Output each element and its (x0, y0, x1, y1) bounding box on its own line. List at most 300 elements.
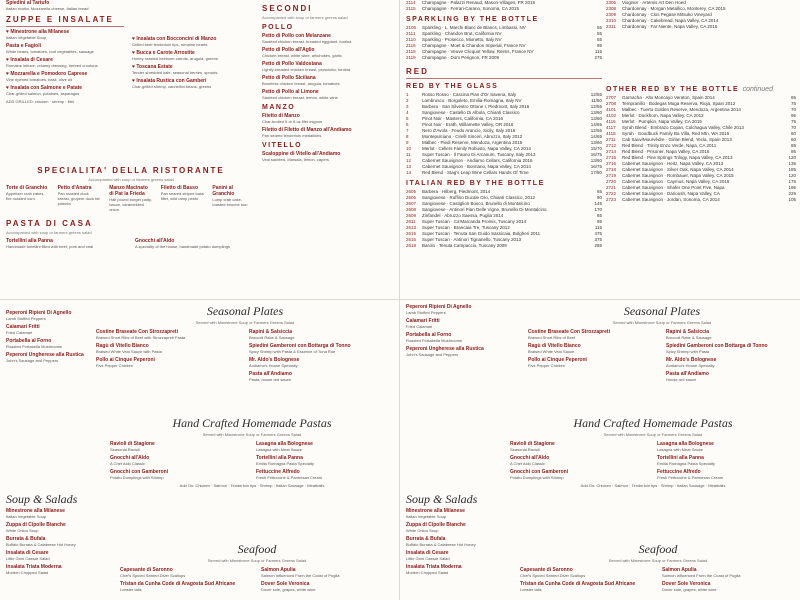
wine-bin-number: 2308 (606, 6, 617, 11)
item-name: Burrata & Bufala (6, 536, 46, 542)
item-desc: Fresh Fettuccine & Parmesan Cream (256, 475, 323, 480)
wine-price: 90 (596, 195, 602, 200)
wine-price: 185 (788, 167, 796, 172)
item-desc: Pan roasted duck breast, gruyere duck fat polenta (57, 191, 100, 206)
seasonal-block (96, 300, 394, 385)
section-subtitle: Served with Minestrone Soup or Farmers Greens Salad (195, 320, 295, 325)
item-name: Gnocchi all'Aldo (110, 455, 150, 461)
item-list (666, 329, 796, 385)
wine-price: 115 (594, 49, 602, 54)
wine-bin-number: 2608 (406, 207, 417, 212)
item-name: Pasta all'Andiamo (249, 371, 292, 377)
spacer (606, 30, 796, 82)
item-desc: John's Sausage and Peppers (6, 358, 59, 363)
menu-item (6, 185, 50, 212)
item-desc: Salmon Influenced From the Coast of Puglia (662, 573, 741, 578)
item-name: Panini al Granchio (212, 185, 235, 197)
item-desc: Lobster tails (120, 587, 142, 592)
item-name: Pollo ai Cinque Peperoni (96, 357, 155, 363)
item-list (262, 33, 392, 100)
item-desc: Lightly breaded chicken breast, prosciutto, fontina (262, 67, 351, 72)
item-list (406, 508, 506, 575)
menu-item (520, 567, 654, 578)
menu-item (406, 332, 524, 343)
menu-item (262, 89, 392, 100)
item-desc: Salmon Influenced From the Coast of Puglia (261, 573, 340, 578)
wine-price: 55 (596, 25, 602, 30)
section-title-manzo: MANZO (262, 104, 296, 111)
item-desc: Emilia Romagna Pasta Specialty (256, 461, 315, 466)
menu-item (657, 455, 796, 466)
item-desc: Vine ripened tomatoes, basil, olive oil (6, 77, 72, 82)
item-name: Tortellini alla Panna (657, 455, 704, 461)
wine-price: 120 (788, 173, 796, 178)
item-name: Zuppa di Cipolle Bianche (6, 522, 66, 528)
wine-price: 95 (790, 113, 796, 118)
wine-bin-number: 9 (406, 140, 409, 145)
wine-name: Cabernet Sauvignon · Andiamo Cellars, California 2016 (422, 158, 533, 163)
wine-bin-number: 2311 (606, 24, 616, 29)
item-desc: White Onion Soup (406, 528, 439, 533)
item-desc: Pan seared tenderloin medallions (262, 133, 322, 138)
section-title-zuppe: ZUPPE E INSALATE (6, 15, 114, 24)
menu-item (666, 329, 796, 340)
menu-item (132, 78, 250, 89)
wine-name: Sangiovese · Castiglion Bosco, Brunello di Montalcino (422, 201, 530, 206)
item-name: Gnocchi con Gamberoni (110, 469, 169, 475)
wine-bin-number: 2611 (406, 219, 416, 224)
item-desc: Five Pepper Chicken (528, 363, 566, 368)
item-desc: Half pound burger patty, bacon, caramelized onion (109, 197, 152, 212)
wine-name: Cabernet Sauvignon · Bonnano, Napa Valley, CA 2014 (422, 164, 531, 169)
menu-item (510, 455, 649, 466)
section-title-other-red (606, 86, 796, 93)
item-name: Insalata Triata Moderna (6, 564, 62, 570)
wine-bin-number: 2707 (606, 95, 617, 100)
wine-bin-number: 2722 (606, 191, 617, 196)
item-grid (528, 329, 796, 385)
wine-price: 55 (596, 37, 602, 42)
item-name: Salmon Apulia (261, 567, 296, 573)
wine-name: Chardonnay · Clos Pegase Mitsuko Vineyard (622, 12, 712, 17)
divider (406, 78, 602, 79)
section-title-vitello: VITELLO (262, 142, 303, 149)
menu-item (406, 550, 506, 561)
item-name: Lasagna alla Bolognese (256, 441, 313, 447)
wine-price: 12/55 (590, 104, 602, 109)
item-name: Insalata di Cesare (406, 550, 449, 556)
menu-item (6, 238, 127, 249)
item-name: Calamari Fritti (6, 324, 40, 330)
item-list (6, 310, 92, 363)
wine-bin-number: 2310 (606, 18, 617, 23)
wine-list (606, 0, 796, 30)
item-name: Peperoni Ungherese alla Rustica (6, 352, 84, 358)
column-wine-left (406, 0, 602, 249)
wine-name: Champagne · Veuve Clicquot Yellow, Reims, France NV (422, 49, 534, 54)
wine-price: 16/75 (590, 152, 602, 157)
wine-name: Merlot · Pumpkin, Napa Valley, CA 2015 (622, 119, 702, 124)
item-name: Spiedini Gamberoni con Bottarga di Tonno (249, 343, 351, 349)
wine-name: Merlot · Cellers Family Robusto, Napa Valley, CA 2014 (422, 146, 531, 151)
item-desc: Chef's Spiced Seared Diver Scallops (120, 573, 186, 578)
item-name: Filetto di Manzo (262, 113, 300, 119)
item-desc: Dover sole, grapes, white wine (662, 587, 717, 592)
wine-bin-number: 2118 (406, 49, 416, 54)
item-name: Tortellini alla Panna (6, 238, 53, 244)
seasonal-block (528, 300, 796, 385)
item-name: Gnocchi all'Aldo (135, 238, 175, 244)
wine-price: 85 (790, 143, 796, 148)
wine-bin-number: 5 (406, 116, 409, 121)
column-salads (132, 36, 250, 92)
item-list (256, 441, 394, 483)
section-title-red: RED (406, 67, 429, 76)
item-name: ♥ Insalata di Cesare (6, 57, 53, 63)
wine-name: Red Blend · Pine Springs Trilogy, Napa Valley, CA 2013 (622, 155, 733, 160)
column-zuppe (6, 0, 124, 104)
section-title-seafood: Seafood (638, 542, 678, 556)
menu-item (6, 43, 124, 54)
item-name: Dover Sole Veronica (261, 581, 310, 587)
wine-bin-number: 2615 (406, 231, 417, 236)
wine-bin-number: 2613 (406, 225, 417, 230)
wine-price: 14/65 (590, 122, 602, 127)
wine-name: Cabernet Sauvignon · Darioush, Napa Valley, CA (622, 191, 720, 196)
item-desc: Italian Vegetable Soup (6, 35, 47, 40)
item-name: Tristan da Cunha Code di Aragosta Sud Africane (520, 581, 636, 587)
menu-item (132, 64, 250, 75)
item-name: Spiedini al Tartufo (6, 0, 50, 6)
menu-item (528, 357, 658, 368)
item-desc: Modern Chopped Salad (6, 570, 49, 575)
wine-bin-number: 2718 (606, 167, 617, 172)
menu-item (120, 581, 253, 592)
menu-item (132, 36, 250, 47)
wine-name: Barbera · Hilberg, Piedmont, 2014 (422, 189, 491, 194)
wine-price: 15/70 (590, 146, 602, 151)
wine-name: Red Blend · Trinity Enzo Verde, Napa, CA 2011 (622, 143, 717, 148)
wine-name: Pinot Noir · Erath, Willamette Valley, OR 2016 (422, 122, 514, 127)
wine-name: Malbec · Piedi Reserve, Mendoza, Argentina 2015 (422, 140, 523, 145)
column-secondi (262, 0, 392, 165)
seafood-block (120, 538, 394, 595)
wine-row (606, 197, 796, 203)
menu-item (262, 127, 392, 138)
item-desc: Spicy Shrimp with Pasta & Essence of Tuna Roe (249, 349, 336, 354)
wine-name: Chardonnay · Morgan Metallico, Monterey, CA 2015 (622, 6, 726, 11)
handcrafted-block (110, 412, 394, 488)
menu-item (249, 357, 394, 368)
menu-item (6, 324, 92, 335)
item-name: Filetto di Filetto di Manzo all'Andiamo (262, 127, 352, 133)
item-name: Petto di Pollo con Melanzane (262, 33, 331, 39)
item-name: Dover Sole Veronica (662, 581, 711, 587)
item-desc: Lamb Stuffed Peppers (406, 310, 446, 315)
wine-name: Barbera · San Silvestro Ottone I, Piedmont, Italy 2016 (422, 104, 530, 109)
soups-block (406, 488, 506, 578)
menu-item (406, 564, 506, 575)
item-list (249, 329, 394, 385)
item-name: Calamari Fritti (406, 318, 440, 324)
item-desc: Buffalo Burrata & Calabrese Hot Honey (6, 542, 76, 547)
menu-item (96, 343, 241, 354)
item-list (520, 567, 654, 595)
wine-bin-number: 2606 (406, 195, 417, 200)
item-list (120, 567, 253, 595)
menu-item (666, 371, 796, 382)
menu-item (662, 581, 796, 592)
wine-bin-number: 4 (406, 110, 409, 115)
item-name: Insalata di Cesare (6, 550, 49, 556)
menu-item (528, 343, 658, 354)
menu-item (6, 508, 106, 519)
left-column (406, 304, 524, 360)
wine-name: Champagne · Palazzi Renaud, Mason-Villages, FR 2015 (422, 0, 535, 5)
wine-name: Cabernet Sauvignon · Jordan, Sonoma, CA 2014 (622, 197, 720, 202)
wine-price: 135 (788, 161, 796, 166)
item-name: ♥ Insalata con Salmone e Patate (6, 85, 83, 91)
menu-item (96, 357, 241, 368)
item-desc: Modern Chopped Salad (406, 570, 449, 575)
item-desc: Fresh Fettuccine & Parmesan Cream (657, 475, 724, 480)
section-title-seasonal: Seasonal Plates (206, 304, 284, 318)
item-name: Petto di Pollo Valdostana (262, 61, 322, 67)
section-title-specialita: SPECIALITA' DELLA RISTORANTE (37, 166, 225, 175)
menu-item (6, 310, 92, 321)
menu-item (58, 185, 102, 212)
item-desc: Spicy Shrimp with Pasta (666, 349, 710, 354)
wine-name: Merlot · Duckhorn, Napa Valley, CA 2012 (622, 113, 704, 118)
wine-price: 95 (790, 149, 796, 154)
menu-item (6, 29, 124, 40)
item-name: Scaloppine di Vitello all'Andiamo (262, 151, 341, 157)
section-title-sparkling: SPARKLING BY THE BOTTLE (406, 16, 539, 23)
item-desc: Char-broiled 5 or 8 oz filet mignon (262, 119, 323, 124)
wine-bin-number: 2708 (606, 101, 617, 106)
menu-item (249, 371, 394, 382)
item-name: Mr. Aldo's Bolognese (249, 357, 300, 363)
item-desc: Little Gem Caesar Salad (6, 556, 50, 561)
wine-name: Champagne · Ferrari-Carano, Sonoma, CA 2015 (422, 6, 520, 11)
wine-price: 11/50 (591, 98, 602, 103)
item-name: Pollo ai Cinque Peperoni (528, 357, 587, 363)
wine-row (406, 170, 602, 176)
menu-item (120, 567, 253, 578)
wine-bin-number: 2716 (606, 161, 617, 166)
item-desc: Sautéed chicken breast, lemon, white wine (262, 95, 338, 100)
section-subtitle: Served with Minestrone Soup or Farmers Greens Salad (612, 320, 712, 325)
item-desc: Italian Vegetable Soup (406, 514, 447, 519)
item-name: Capesante di Saronno (120, 567, 173, 573)
section-subtitle: Accompanied with soup or farmers greens salad (88, 177, 174, 182)
item-name: Gnocchi con Gamberoni (510, 469, 569, 475)
item-desc: Pan seared striped bass fillet, wild ramp pesto (160, 191, 204, 201)
wine-bin-number: 2309 (606, 12, 617, 17)
wine-bin-number: 2116 (406, 43, 416, 48)
wine-name: Sparkling · Prosecco, Mionetto, Italy NV (422, 37, 502, 42)
divider (6, 26, 124, 27)
wine-bin-number: 2609 (406, 213, 417, 218)
item-desc: Handmade tortellini filled with beef, pork and veal (6, 244, 94, 249)
item-name: Peperoni Ungherese alla Rustica (406, 346, 484, 352)
item-name: ♥ Bucca e Carote Arrostite (132, 50, 195, 56)
wine-bin-number: 2110 (406, 37, 416, 42)
item-desc: Broccoli Rabe & Sausage (666, 335, 712, 340)
wine-name: Rosso Rosso · Cascina Pian d'Or Savena, Italy (422, 92, 517, 97)
menu-item (212, 185, 256, 212)
wine-name: Garnacha · Alto Moncayo Veraton, Spain 2014 (622, 95, 715, 100)
wine-bin-number: 4116 (606, 119, 616, 124)
item-name: Rapini & Salsiccia (249, 329, 293, 335)
item-desc: Braised Short Ribs of Beef with Strozzapreti Pasta (96, 335, 186, 340)
add-grilled-note: ADD GRILLED: chicken · shrimp · filet (6, 99, 74, 104)
menu-item (135, 238, 256, 249)
item-grid (120, 567, 394, 595)
wine-price: 70 (790, 125, 796, 130)
wine-list (406, 25, 602, 61)
wine-price: 475 (594, 231, 602, 236)
wine-name: Cabernet Sauvignon · Shafer One Point Five, Napa (622, 185, 725, 190)
item-desc: Emilia Romagna Pasta Specialty (657, 461, 716, 466)
continued-note: continued (742, 86, 773, 93)
item-name: Filetto di Basso (160, 185, 199, 191)
wine-bin-number: 2618 (406, 243, 417, 248)
wine-name: Syrah Blend · Embrazo Copan, Colchagua Valley, Chile 2013 (622, 125, 744, 130)
section-subtitle: Accompanied with soup or farmers greens salad (262, 15, 348, 20)
item-desc: Appetizer crab cakes, fire roasted corn (6, 191, 45, 201)
section-title-italian-red: ITALIAN RED BY THE BOTTLE (406, 180, 545, 187)
item-name: Fettuccine Alfredo (657, 469, 701, 475)
wine-name: Barolo · Tenuta Campaccio, Tuscany 2009 (422, 243, 507, 248)
section-title-red-glass: RED BY THE GLASS (406, 83, 499, 90)
menu-item (528, 329, 658, 340)
menu-item (406, 536, 506, 547)
wine-bin-number: 4101 (606, 107, 617, 112)
wine-bin-number: 11 (406, 152, 411, 157)
item-desc: Char-grilled shrimp, cannellini beans, greens (132, 84, 212, 89)
wine-bin-number: 2607 (406, 201, 417, 206)
wine-bin-number: 2115 (406, 6, 416, 11)
title-text: OTHER RED BY THE BOTTLE (606, 86, 740, 93)
wine-name: Lambrusco · Borgoleto, Emilia-Romagna, Italy NV (422, 98, 522, 103)
wine-price: 105 (788, 197, 796, 202)
wine-bin-number: 12 (406, 158, 412, 163)
item-desc: Broccoli Rabe & Sausage (249, 335, 295, 340)
menu-item (6, 85, 124, 96)
section-subtitle: Served with Minestrone Soup or Farmers Greens Salad (207, 558, 307, 563)
section-title-soups: Soup & Salads (406, 492, 478, 506)
item-desc: Tender shredded kale, seasonal berries, sprouts (132, 70, 218, 75)
item-desc: A Chef Aldo Classic (110, 461, 145, 466)
wine-name: Cab Sauv/Mourvèdre · Girlan Blend, Yecla, Spain 2013 (622, 137, 732, 142)
add-on-note: Add On: Chicken · Salmon · Tenderloin tips · Shrimp · Italian Sausage · Meatballs (179, 483, 325, 488)
section-subtitle: Served with Minestrone Soup or Farmers Greens Salad (202, 432, 302, 437)
wine-name: Red Blend · Prisoner, Napa Valley, CA 2016 (622, 149, 710, 154)
wine-price: 12/55 (590, 128, 602, 133)
wine-name: Zinfandel · Abruzzo Saessa, Puglia 2014 (422, 213, 504, 218)
item-name: Portabella al Forno (6, 338, 52, 344)
wine-row (406, 243, 602, 249)
item-name: Portabella al Forno (406, 332, 452, 338)
item-grid (6, 238, 256, 252)
item-desc: Italian Vegetable Soup (6, 514, 47, 519)
item-list (132, 36, 250, 89)
item-list (6, 508, 106, 575)
item-desc: Five Pepper Chicken (96, 363, 134, 368)
wine-name: Sangiovese · Castello Di Albola, Chianti Classico (422, 110, 520, 115)
menu-item (406, 522, 506, 533)
section-subtitle: Accompanied with soup or farmers greens salad (6, 230, 92, 235)
menu-item (406, 304, 524, 315)
handcrafted-block (510, 412, 796, 488)
wine-price: 16/75 (590, 164, 602, 169)
menu-item (262, 47, 392, 58)
menu-item (406, 508, 506, 519)
wine-name: Chardonnay · Cakebread, Napa Valley, CA 2014 (622, 18, 719, 23)
wine-bin-number: 2 (406, 98, 409, 103)
item-name: ♥ Minestrone alla Milanese (6, 29, 70, 35)
wine-price: 80 (790, 131, 796, 136)
item-name: Zuppa di Cipolle Bianche (406, 522, 466, 528)
menu-item (110, 441, 248, 452)
wine-bin-number: 6 (406, 122, 409, 127)
item-list (657, 441, 796, 483)
item-name: Costine Braseate Con Strozzapreti (96, 329, 178, 335)
menu-item (662, 567, 796, 578)
item-grid (110, 441, 394, 483)
menu-item (6, 522, 106, 533)
item-desc: White beans, tomatoes, root vegetables, sausage (6, 49, 94, 54)
wine-name: Cabernet Sauvignon · Rombauer, Napa Valley, CA 2015 (622, 173, 734, 178)
wine-name: Champagne · Moet & Chandon Imperial, France NV (422, 43, 526, 48)
wine-price: 175 (788, 179, 796, 184)
menu-item (6, 536, 106, 547)
wine-bin-number: 2605 (406, 189, 417, 194)
item-name: Minestrone alla Milanese (6, 508, 65, 514)
wine-name: Sparkling · Chandon Brut, California NV (422, 31, 502, 36)
menu-item (520, 581, 654, 592)
wine-bin-number: 2114 (406, 0, 416, 5)
item-desc: Seasonal Ravioli (510, 447, 540, 452)
item-desc: Veal sautéed, Marsala, lemon, capers (262, 157, 329, 162)
item-desc: Andiamo's House Specialty (666, 363, 715, 368)
menu-item (6, 550, 106, 561)
wine-price: 17/80 (590, 170, 602, 175)
item-name: Minestrone alla Milanese (406, 508, 465, 514)
item-name: Peperoni Ripieni Di Agnello (6, 310, 72, 316)
item-name: Petto di Pollo Siciliana (262, 75, 316, 81)
menu-page-plates-left (0, 300, 400, 600)
wine-name: Viognier · Artemis Art Den Hoed (622, 0, 686, 5)
soups-block (6, 488, 106, 578)
item-desc: House red sauce (666, 377, 697, 382)
menu-item (666, 343, 796, 354)
menu-item (161, 185, 205, 212)
item-grid (510, 441, 796, 483)
item-name: Ragù di Vitello Bianco (96, 343, 149, 349)
menu-item (262, 75, 392, 86)
menu-item (666, 357, 796, 368)
menu-item (406, 318, 524, 329)
item-desc: Braised White Veal Sauce with Pasta (96, 349, 162, 354)
item-desc: Dover sole, grapes, white wine (261, 587, 316, 592)
menu-item (256, 469, 394, 480)
wine-bin-number: 1 (406, 92, 409, 97)
wine-list (606, 95, 796, 203)
add-on-note: Add On: Chicken · Salmon · Tenderloin tips · Shrimp · Italian Sausage · Meatballs (580, 483, 726, 488)
seafood-block (520, 538, 796, 595)
